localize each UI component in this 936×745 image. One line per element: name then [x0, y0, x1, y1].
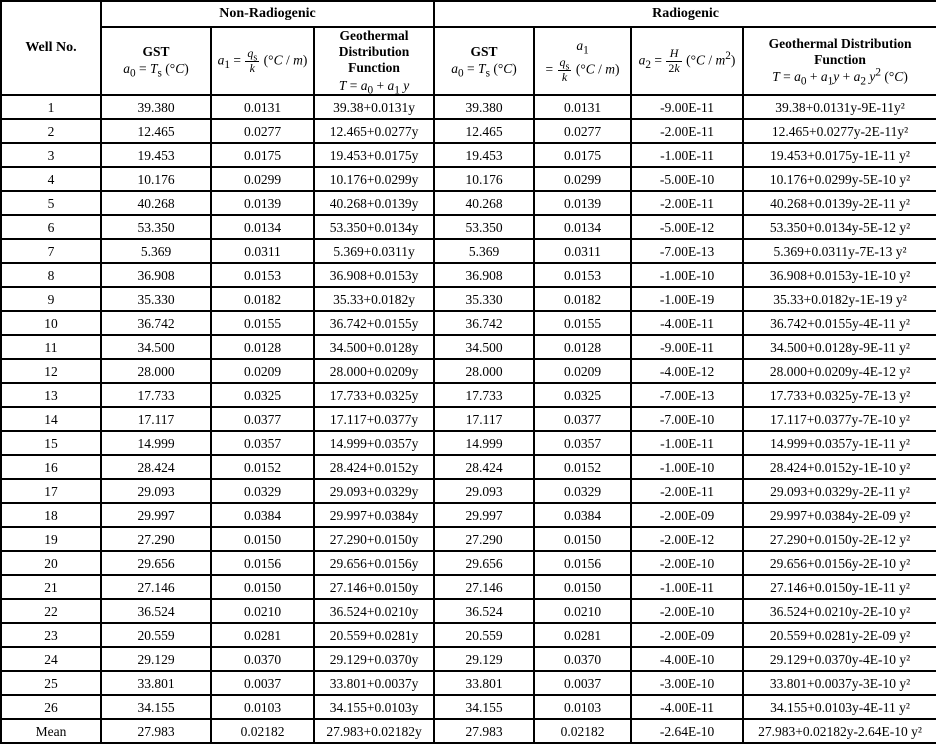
cell-nonradiogenic-gst: 5.369 [101, 239, 211, 263]
table-row [1, 719, 936, 743]
cell-radiogenic-gst: 29.093 [434, 479, 534, 503]
table-row [1, 671, 936, 695]
cell-radiogenic-a2: -7.00E-13 [631, 383, 743, 407]
cell-radiogenic-a2: -2.00E-11 [631, 119, 743, 143]
table-row [1, 311, 936, 335]
cell-radiogenic-a1: 0.0329 [534, 479, 631, 503]
cell-radiogenic-a1: 0.0357 [534, 431, 631, 455]
header-nr-gst-formula: $a_0 = T_s$ (°C) [123, 61, 189, 81]
cell-nonradiogenic-distribution-function: 36.908+0.0153y [314, 263, 434, 287]
cell-radiogenic-a2: -1.00E-11 [631, 575, 743, 599]
header-r-a1-formula: = $\frac{q_s}{k}$ (°C / m) [545, 55, 620, 85]
cell-radiogenic-a2: -5.00E-10 [631, 167, 743, 191]
cell-nonradiogenic-gst: 14.999 [101, 431, 211, 455]
cell-nonradiogenic-gst: 27.983 [101, 719, 211, 743]
cell-radiogenic-distribution-function: 36.742+0.0155y-4E-11 y² [743, 311, 936, 335]
cell-nonradiogenic-distribution-function: 17.117+0.0377y [314, 407, 434, 431]
cell-nonradiogenic-distribution-function: 27.146+0.0150y [314, 575, 434, 599]
header-r-gdf-formula: $T = a_0 + a_1y + a_2$ $y^2$ (°C) [772, 66, 908, 89]
cell-radiogenic-distribution-function: 40.268+0.0139y-2E-11 y² [743, 191, 936, 215]
cell-radiogenic-a2: -2.00E-10 [631, 551, 743, 575]
cell-radiogenic-a1: 0.0377 [534, 407, 631, 431]
cell-radiogenic-distribution-function: 17.733+0.0325y-7E-13 y² [743, 383, 936, 407]
cell-radiogenic-a2: -1.00E-11 [631, 143, 743, 167]
cell-nonradiogenic-gst: 29.656 [101, 551, 211, 575]
cell-nonradiogenic-a1: 0.0175 [211, 143, 314, 167]
cell-radiogenic-distribution-function: 14.999+0.0357y-1E-11 y² [743, 431, 936, 455]
cell-well-no: Mean [1, 719, 101, 743]
cell-nonradiogenic-distribution-function: 29.997+0.0384y [314, 503, 434, 527]
cell-radiogenic-a2: -2.64E-10 [631, 719, 743, 743]
cell-nonradiogenic-gst: 34.500 [101, 335, 211, 359]
table-row [1, 95, 936, 119]
cell-well-no: 16 [1, 455, 101, 479]
cell-radiogenic-a2: -2.00E-12 [631, 527, 743, 551]
cell-nonradiogenic-a1: 0.0277 [211, 119, 314, 143]
cell-well-no: 20 [1, 551, 101, 575]
header-r-gst-formula: $a_0 = T_s$ (°C) [451, 61, 517, 81]
cell-nonradiogenic-gst: 33.801 [101, 671, 211, 695]
cell-radiogenic-gst: 20.559 [434, 623, 534, 647]
cell-radiogenic-a1: 0.0182 [534, 287, 631, 311]
cell-radiogenic-distribution-function: 34.155+0.0103y-4E-11 y² [743, 695, 936, 719]
header-r-a1 [534, 27, 631, 95]
cell-nonradiogenic-distribution-function: 10.176+0.0299y [314, 167, 434, 191]
header-r-gst-title: GST [470, 44, 498, 60]
cell-nonradiogenic-a1: 0.0357 [211, 431, 314, 455]
cell-radiogenic-a1: 0.0150 [534, 575, 631, 599]
cell-well-no: 3 [1, 143, 101, 167]
cell-well-no: 19 [1, 527, 101, 551]
cell-radiogenic-a2: -9.00E-11 [631, 95, 743, 119]
cell-radiogenic-distribution-function: 5.369+0.0311y-7E-13 y² [743, 239, 936, 263]
cell-radiogenic-distribution-function: 29.997+0.0384y-2E-09 y² [743, 503, 936, 527]
cell-radiogenic-a1: 0.0325 [534, 383, 631, 407]
cell-well-no: 23 [1, 623, 101, 647]
cell-well-no: 24 [1, 647, 101, 671]
cell-radiogenic-gst: 27.146 [434, 575, 534, 599]
cell-nonradiogenic-distribution-function: 27.983+0.02182y [314, 719, 434, 743]
table-row [1, 239, 936, 263]
cell-radiogenic-gst: 14.999 [434, 431, 534, 455]
table-row [1, 431, 936, 455]
cell-nonradiogenic-gst: 28.000 [101, 359, 211, 383]
cell-radiogenic-a1: 0.0134 [534, 215, 631, 239]
cell-nonradiogenic-distribution-function: 14.999+0.0357y [314, 431, 434, 455]
cell-radiogenic-gst: 12.465 [434, 119, 534, 143]
cell-nonradiogenic-gst: 27.146 [101, 575, 211, 599]
cell-nonradiogenic-a1: 0.0131 [211, 95, 314, 119]
cell-radiogenic-distribution-function: 29.129+0.0370y-4E-10 y² [743, 647, 936, 671]
cell-radiogenic-a1: 0.0175 [534, 143, 631, 167]
cell-radiogenic-distribution-function: 34.500+0.0128y-9E-11 y² [743, 335, 936, 359]
section-non-radiogenic [101, 1, 434, 27]
cell-well-no: 9 [1, 287, 101, 311]
cell-well-no: 21 [1, 575, 101, 599]
cell-radiogenic-gst: 17.117 [434, 407, 534, 431]
cell-radiogenic-a1: 0.0281 [534, 623, 631, 647]
table-row [1, 335, 936, 359]
section-band-row [1, 1, 936, 27]
cell-nonradiogenic-a1: 0.0370 [211, 647, 314, 671]
cell-nonradiogenic-gst: 36.742 [101, 311, 211, 335]
cell-nonradiogenic-a1: 0.0377 [211, 407, 314, 431]
cell-nonradiogenic-gst: 35.330 [101, 287, 211, 311]
cell-nonradiogenic-distribution-function: 53.350+0.0134y [314, 215, 434, 239]
cell-radiogenic-a1: 0.0128 [534, 335, 631, 359]
cell-radiogenic-a1: 0.0277 [534, 119, 631, 143]
cell-nonradiogenic-gst: 53.350 [101, 215, 211, 239]
cell-radiogenic-a1: 0.0103 [534, 695, 631, 719]
cell-radiogenic-a2: -4.00E-11 [631, 311, 743, 335]
cell-well-no: 1 [1, 95, 101, 119]
cell-radiogenic-a1: 0.0370 [534, 647, 631, 671]
cell-well-no: 8 [1, 263, 101, 287]
cell-nonradiogenic-distribution-function: 5.369+0.0311y [314, 239, 434, 263]
cell-radiogenic-gst: 10.176 [434, 167, 534, 191]
cell-nonradiogenic-a1: 0.0311 [211, 239, 314, 263]
cell-nonradiogenic-a1: 0.0209 [211, 359, 314, 383]
cell-radiogenic-gst: 29.129 [434, 647, 534, 671]
cell-radiogenic-gst: 39.380 [434, 95, 534, 119]
cell-well-no: 18 [1, 503, 101, 527]
cell-nonradiogenic-a1: 0.0152 [211, 455, 314, 479]
table-row [1, 623, 936, 647]
cell-radiogenic-distribution-function: 27.146+0.0150y-1E-11 y² [743, 575, 936, 599]
cell-nonradiogenic-gst: 29.129 [101, 647, 211, 671]
cell-nonradiogenic-distribution-function: 28.000+0.0209y [314, 359, 434, 383]
cell-nonradiogenic-a1: 0.0037 [211, 671, 314, 695]
cell-nonradiogenic-gst: 36.524 [101, 599, 211, 623]
table-row [1, 215, 936, 239]
cell-well-no: 13 [1, 383, 101, 407]
cell-radiogenic-a1: 0.0311 [534, 239, 631, 263]
cell-nonradiogenic-gst: 34.155 [101, 695, 211, 719]
cell-nonradiogenic-a1: 0.0150 [211, 527, 314, 551]
cell-well-no: 7 [1, 239, 101, 263]
cell-nonradiogenic-a1: 0.0128 [211, 335, 314, 359]
header-r-gst [434, 27, 534, 95]
cell-radiogenic-a1: 0.0209 [534, 359, 631, 383]
cell-radiogenic-gst: 27.290 [434, 527, 534, 551]
table-body [1, 95, 936, 743]
cell-radiogenic-distribution-function: 17.117+0.0377y-7E-10 y² [743, 407, 936, 431]
cell-nonradiogenic-distribution-function: 34.155+0.0103y [314, 695, 434, 719]
cell-nonradiogenic-gst: 28.424 [101, 455, 211, 479]
cell-nonradiogenic-distribution-function: 33.801+0.0037y [314, 671, 434, 695]
cell-radiogenic-a1: 0.0037 [534, 671, 631, 695]
header-well-no [1, 1, 101, 95]
cell-radiogenic-gst: 35.330 [434, 287, 534, 311]
cell-radiogenic-a2: -2.00E-09 [631, 503, 743, 527]
header-nr-gst-title: GST [142, 44, 170, 60]
cell-radiogenic-a2: -7.00E-10 [631, 407, 743, 431]
cell-well-no: 22 [1, 599, 101, 623]
table-row [1, 695, 936, 719]
cell-nonradiogenic-gst: 29.997 [101, 503, 211, 527]
header-r-gdf-title: Geothermal Distribution Function [768, 36, 912, 68]
cell-radiogenic-gst: 40.268 [434, 191, 534, 215]
section-radiogenic-label: Radiogenic [652, 6, 719, 21]
table-row [1, 503, 936, 527]
cell-nonradiogenic-a1: 0.0139 [211, 191, 314, 215]
cell-well-no: 26 [1, 695, 101, 719]
cell-radiogenic-a1: 0.0210 [534, 599, 631, 623]
cell-nonradiogenic-gst: 27.290 [101, 527, 211, 551]
cell-well-no: 14 [1, 407, 101, 431]
table-row [1, 119, 936, 143]
cell-nonradiogenic-distribution-function: 39.38+0.0131y [314, 95, 434, 119]
cell-nonradiogenic-a1: 0.0325 [211, 383, 314, 407]
cell-radiogenic-a1: 0.0156 [534, 551, 631, 575]
cell-nonradiogenic-distribution-function: 20.559+0.0281y [314, 623, 434, 647]
cell-radiogenic-gst: 28.424 [434, 455, 534, 479]
cell-nonradiogenic-distribution-function: 17.733+0.0325y [314, 383, 434, 407]
cell-radiogenic-a2: -5.00E-12 [631, 215, 743, 239]
header-r-a1-symbol: $a_1$ [576, 38, 589, 58]
cell-nonradiogenic-a1: 0.0155 [211, 311, 314, 335]
cell-nonradiogenic-gst: 17.733 [101, 383, 211, 407]
table-row [1, 167, 936, 191]
cell-well-no: 10 [1, 311, 101, 335]
cell-radiogenic-gst: 17.733 [434, 383, 534, 407]
cell-radiogenic-distribution-function: 28.424+0.0152y-1E-10 y² [743, 455, 936, 479]
cell-well-no: 2 [1, 119, 101, 143]
cell-nonradiogenic-distribution-function: 36.524+0.0210y [314, 599, 434, 623]
table-row [1, 599, 936, 623]
cell-well-no: 11 [1, 335, 101, 359]
section-non-radiogenic-label: Non-Radiogenic [219, 6, 316, 21]
cell-nonradiogenic-distribution-function: 29.129+0.0370y [314, 647, 434, 671]
table-row [1, 575, 936, 599]
cell-radiogenic-a1: 0.0299 [534, 167, 631, 191]
cell-radiogenic-a1: 0.0152 [534, 455, 631, 479]
cell-radiogenic-a2: -1.00E-10 [631, 263, 743, 287]
cell-radiogenic-gst: 34.500 [434, 335, 534, 359]
cell-radiogenic-gst: 5.369 [434, 239, 534, 263]
cell-radiogenic-a2: -9.00E-11 [631, 335, 743, 359]
cell-well-no: 5 [1, 191, 101, 215]
cell-radiogenic-a2: -2.00E-10 [631, 599, 743, 623]
cell-radiogenic-gst: 33.801 [434, 671, 534, 695]
cell-nonradiogenic-a1: 0.0210 [211, 599, 314, 623]
cell-radiogenic-distribution-function: 19.453+0.0175y-1E-11 y² [743, 143, 936, 167]
cell-radiogenic-a2: -1.00E-11 [631, 431, 743, 455]
cell-nonradiogenic-a1: 0.02182 [211, 719, 314, 743]
table-row [1, 143, 936, 167]
cell-nonradiogenic-a1: 0.0156 [211, 551, 314, 575]
cell-radiogenic-a1: 0.0153 [534, 263, 631, 287]
header-nr-gdf-title: Geothermal Distribution Function [338, 28, 410, 76]
cell-nonradiogenic-gst: 12.465 [101, 119, 211, 143]
cell-radiogenic-a2: -2.00E-11 [631, 191, 743, 215]
cell-radiogenic-a2: -4.00E-12 [631, 359, 743, 383]
cell-nonradiogenic-distribution-function: 29.093+0.0329y [314, 479, 434, 503]
cell-radiogenic-distribution-function: 53.350+0.0134y-5E-12 y² [743, 215, 936, 239]
table-row [1, 359, 936, 383]
cell-radiogenic-a2: -3.00E-10 [631, 671, 743, 695]
cell-radiogenic-gst: 34.155 [434, 695, 534, 719]
cell-nonradiogenic-distribution-function: 27.290+0.0150y [314, 527, 434, 551]
table-row [1, 263, 936, 287]
cell-radiogenic-distribution-function: 27.290+0.0150y-2E-12 y² [743, 527, 936, 551]
cell-radiogenic-a2: -1.00E-10 [631, 455, 743, 479]
cell-radiogenic-distribution-function: 36.524+0.0210y-2E-10 y² [743, 599, 936, 623]
cell-nonradiogenic-a1: 0.0182 [211, 287, 314, 311]
cell-nonradiogenic-gst: 39.380 [101, 95, 211, 119]
cell-radiogenic-a1: 0.0139 [534, 191, 631, 215]
cell-radiogenic-a2: -2.00E-09 [631, 623, 743, 647]
cell-radiogenic-a1: 0.0384 [534, 503, 631, 527]
table-row [1, 455, 936, 479]
cell-nonradiogenic-distribution-function: 28.424+0.0152y [314, 455, 434, 479]
header-nr-a1 [211, 27, 314, 95]
cell-nonradiogenic-gst: 29.093 [101, 479, 211, 503]
cell-well-no: 4 [1, 167, 101, 191]
header-nr-gdf [314, 27, 434, 95]
cell-nonradiogenic-distribution-function: 19.453+0.0175y [314, 143, 434, 167]
cell-radiogenic-distribution-function: 12.465+0.0277y-2E-11y² [743, 119, 936, 143]
cell-nonradiogenic-distribution-function: 35.33+0.0182y [314, 287, 434, 311]
cell-radiogenic-distribution-function: 33.801+0.0037y-3E-10 y² [743, 671, 936, 695]
cell-radiogenic-gst: 29.656 [434, 551, 534, 575]
cell-well-no: 15 [1, 431, 101, 455]
header-well-no-label: Well No. [25, 40, 77, 56]
table-row [1, 383, 936, 407]
cell-nonradiogenic-distribution-function: 40.268+0.0139y [314, 191, 434, 215]
cell-nonradiogenic-a1: 0.0150 [211, 575, 314, 599]
cell-nonradiogenic-a1: 0.0329 [211, 479, 314, 503]
cell-well-no: 12 [1, 359, 101, 383]
cell-nonradiogenic-gst: 40.268 [101, 191, 211, 215]
cell-nonradiogenic-gst: 10.176 [101, 167, 211, 191]
table-header [1, 1, 936, 95]
column-header-row [1, 27, 936, 95]
header-nr-gdf-formula: $T = a_0 + a_1$ y [338, 77, 410, 96]
table-row [1, 479, 936, 503]
cell-radiogenic-distribution-function: 35.33+0.0182y-1E-19 y² [743, 287, 936, 311]
cell-radiogenic-distribution-function: 36.908+0.0153y-1E-10 y² [743, 263, 936, 287]
cell-radiogenic-distribution-function: 27.983+0.02182y-2.64E-10 y² [743, 719, 936, 743]
header-r-gdf [743, 27, 936, 95]
cell-nonradiogenic-distribution-function: 12.465+0.0277y [314, 119, 434, 143]
cell-radiogenic-a2: -4.00E-10 [631, 647, 743, 671]
cell-radiogenic-distribution-function: 20.559+0.0281y-2E-09 y² [743, 623, 936, 647]
cell-radiogenic-a1: 0.0150 [534, 527, 631, 551]
cell-radiogenic-gst: 29.997 [434, 503, 534, 527]
cell-radiogenic-a2: -1.00E-19 [631, 287, 743, 311]
cell-well-no: 17 [1, 479, 101, 503]
table-row [1, 551, 936, 575]
cell-nonradiogenic-gst: 36.908 [101, 263, 211, 287]
section-radiogenic [434, 1, 936, 27]
table-row [1, 527, 936, 551]
cell-nonradiogenic-a1: 0.0299 [211, 167, 314, 191]
cell-nonradiogenic-a1: 0.0134 [211, 215, 314, 239]
cell-nonradiogenic-gst: 20.559 [101, 623, 211, 647]
table-row [1, 287, 936, 311]
cell-radiogenic-gst: 53.350 [434, 215, 534, 239]
cell-well-no: 6 [1, 215, 101, 239]
cell-nonradiogenic-distribution-function: 29.656+0.0156y [314, 551, 434, 575]
table-row [1, 191, 936, 215]
cell-well-no: 25 [1, 671, 101, 695]
cell-nonradiogenic-a1: 0.0103 [211, 695, 314, 719]
cell-radiogenic-distribution-function: 10.176+0.0299y-5E-10 y² [743, 167, 936, 191]
table-row [1, 407, 936, 431]
cell-radiogenic-gst: 36.524 [434, 599, 534, 623]
cell-radiogenic-gst: 19.453 [434, 143, 534, 167]
cell-radiogenic-a1: 0.02182 [534, 719, 631, 743]
cell-radiogenic-distribution-function: 29.656+0.0156y-2E-10 y² [743, 551, 936, 575]
cell-nonradiogenic-gst: 17.117 [101, 407, 211, 431]
cell-radiogenic-gst: 36.908 [434, 263, 534, 287]
cell-nonradiogenic-distribution-function: 34.500+0.0128y [314, 335, 434, 359]
cell-radiogenic-a2: -7.00E-13 [631, 239, 743, 263]
header-r-a2-formula: $a_2$ = $\frac{H}{2k}$ $(^\circ C / m^2)$ [638, 46, 736, 76]
cell-nonradiogenic-distribution-function: 36.742+0.0155y [314, 311, 434, 335]
header-nr-gst [101, 27, 211, 95]
cell-radiogenic-gst: 27.983 [434, 719, 534, 743]
cell-nonradiogenic-gst: 19.453 [101, 143, 211, 167]
cell-radiogenic-a2: -4.00E-11 [631, 695, 743, 719]
header-nr-a1-formula: $a_1$ = $\frac{q_s}{k}$ (°C / m) [217, 46, 308, 76]
cell-nonradiogenic-a1: 0.0153 [211, 263, 314, 287]
cell-radiogenic-a1: 0.0131 [534, 95, 631, 119]
cell-radiogenic-distribution-function: 39.38+0.0131y-9E-11y² [743, 95, 936, 119]
cell-radiogenic-distribution-function: 29.093+0.0329y-2E-11 y² [743, 479, 936, 503]
cell-nonradiogenic-a1: 0.0281 [211, 623, 314, 647]
header-r-a2 [631, 27, 743, 95]
cell-radiogenic-gst: 28.000 [434, 359, 534, 383]
cell-radiogenic-a1: 0.0155 [534, 311, 631, 335]
cell-radiogenic-distribution-function: 28.000+0.0209y-4E-12 y² [743, 359, 936, 383]
cell-nonradiogenic-a1: 0.0384 [211, 503, 314, 527]
cell-radiogenic-gst: 36.742 [434, 311, 534, 335]
table-row [1, 647, 936, 671]
cell-radiogenic-a2: -2.00E-11 [631, 479, 743, 503]
